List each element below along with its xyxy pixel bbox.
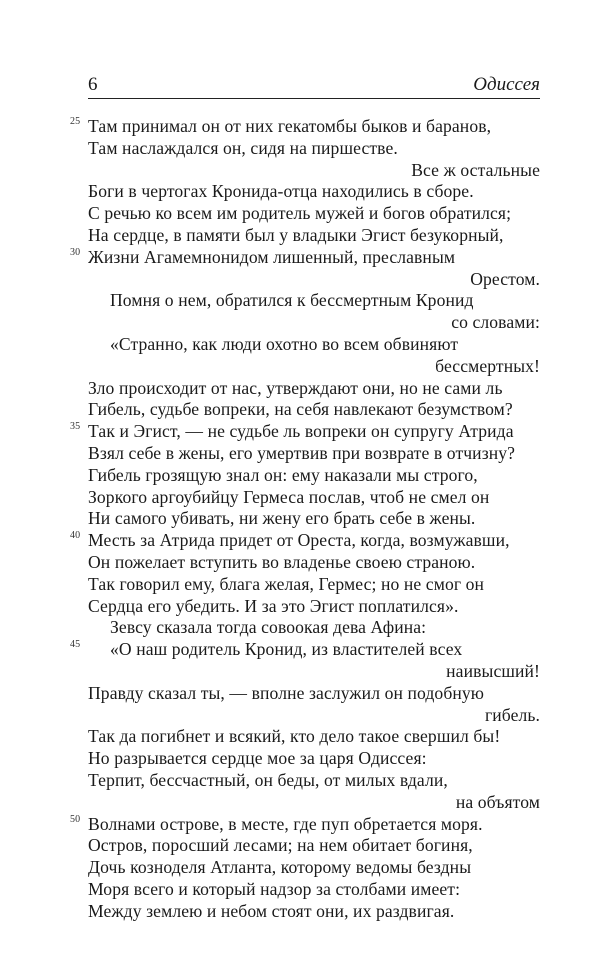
verse-line — [88, 748, 540, 770]
page-number: 6 — [88, 74, 98, 95]
verse-line — [88, 399, 540, 421]
verse-line-text: Но разрывается сердце мое за царя Одиссея: — [88, 748, 427, 769]
verse-line-text: На сердце, в памяти был у владыки Эгист безукорный, — [88, 224, 504, 245]
verse-line-text: Помня о нем, обратился к бессмертным Кронид — [110, 290, 474, 311]
verse-line — [88, 269, 540, 291]
verse-line-text: Остров, поросший лесами; на нем обитает богиня, — [88, 835, 473, 856]
verse-line — [88, 705, 540, 727]
line-number: 25 — [70, 116, 81, 127]
verse-line — [88, 901, 540, 923]
verse-line-text: Он пожелает вступить во владенье своею страною. — [88, 551, 476, 572]
line-number: 30 — [70, 246, 81, 258]
verse-line-text: Взял себе в жены, его умертвив при возврате в отчизну? — [88, 442, 516, 463]
verse-line-text: на объятом — [455, 791, 540, 812]
verse-line-text: Зло происходит от нас, утверждают они, но не сами ль — [88, 377, 503, 398]
verse-text — [70, 116, 540, 922]
verse-line — [88, 574, 540, 596]
verse-line — [88, 857, 540, 879]
verse-line-text: Все ж остальные — [411, 159, 540, 180]
line-number: 40 — [70, 530, 81, 542]
verse-line-text: «О наш родитель Кронид, из властителей всех — [110, 639, 463, 660]
verse-line-text: Там наслаждался он, сидя на пиршестве. — [88, 137, 398, 158]
verse-line — [88, 378, 540, 400]
verse-line-text: Волнами острове, в месте, где пуп обретается моря. — [88, 813, 483, 834]
verse-line — [88, 683, 540, 705]
verse-line — [70, 813, 540, 836]
line-number: 45 — [70, 639, 81, 651]
verse-line-text: Так и Эгист, — не судьбе ль вопреки он супругу Атрида — [88, 421, 514, 442]
verse-line — [88, 487, 540, 509]
verse-line — [88, 160, 540, 182]
verse-line — [88, 334, 540, 356]
line-number: 50 — [70, 813, 81, 825]
verse-line-text: Дочь козноделя Атланта, которому ведомы бездны — [88, 857, 472, 878]
verse-line — [70, 530, 540, 552]
running-title: Одиссея — [473, 74, 540, 95]
verse-line — [88, 617, 540, 639]
verse-line — [70, 639, 540, 661]
verse-line — [88, 879, 540, 901]
verse-line-text: «Странно, как люди охотно во всем обвиняют — [110, 333, 459, 354]
verse-line — [88, 596, 540, 618]
line-number: 35 — [70, 421, 81, 433]
verse-line-text: Так говорил ему, блага желая, Гермес; но не смог он — [88, 573, 485, 594]
verse-line-text: Гибель, судьбе вопреки, на себя навлекают безумством? — [88, 399, 513, 420]
verse-line — [88, 356, 540, 378]
verse-line — [88, 203, 540, 225]
verse-line-text: Правду сказал ты, — вполне заслужил он подобную — [88, 682, 485, 703]
verse-line — [70, 116, 540, 138]
verse-line-text: Боги в чертогах Кронида-отца находились в сборе. — [88, 181, 474, 202]
verse-line-text: Терпит, бессчастный, он беды, от милых вдали, — [88, 769, 448, 790]
verse-line-text: наивысший! — [446, 660, 540, 681]
verse-line-text: со словами: — [451, 312, 540, 333]
verse-line-text: Так да погибнет и всякий, кто дело такое свершил бы! — [88, 726, 501, 747]
verse-line-text: Зевсу сказала тогда совоокая дева Афина: — [110, 617, 427, 638]
verse-line-text: С речью ко всем им родитель мужей и богов обратился; — [88, 203, 512, 224]
verse-line — [88, 726, 540, 748]
verse-line — [88, 290, 540, 312]
verse-line — [88, 835, 540, 857]
verse-line — [88, 312, 540, 334]
verse-line — [88, 770, 540, 792]
verse-line — [88, 661, 540, 683]
verse-line — [88, 508, 540, 530]
verse-line-text: Гибель грозящую знал он: ему наказали мы строго, — [88, 464, 478, 485]
verse-line-text: Орестом. — [470, 268, 540, 289]
verse-line — [70, 246, 540, 269]
verse-line-text: Между землею и небом стоят они, их раздвигая. — [88, 900, 455, 921]
verse-line-text: гибель. — [484, 704, 540, 725]
page-header — [88, 70, 540, 99]
verse-line-text: Месть за Атрида придет от Ореста, когда, возмужавши, — [88, 530, 510, 551]
verse-line — [88, 552, 540, 574]
verse-line — [88, 465, 540, 487]
verse-line-text: Там принимал он от них гекатомбы быков и баранов, — [88, 116, 492, 136]
verse-line-text: Сердца его убедить. И за это Эгист поплатился». — [88, 595, 459, 616]
verse-line — [88, 792, 540, 814]
verse-line — [70, 421, 540, 443]
verse-line — [88, 443, 540, 465]
verse-line — [88, 138, 540, 160]
verse-line-text: Жизни Агамемнонидом лишенный, преславным — [88, 246, 456, 267]
verse-line — [88, 181, 540, 203]
verse-line-text: Зоркого аргоубийцу Гермеса послав, чтоб не смел он — [88, 486, 490, 507]
verse-line-text: бессмертных! — [435, 355, 540, 376]
verse-line-text: Ни самого убивать, ни жену его брать себе в жены. — [88, 508, 476, 529]
verse-line — [88, 225, 540, 247]
verse-line-text: Моря всего и который надзор за столбами имеет: — [88, 878, 461, 899]
